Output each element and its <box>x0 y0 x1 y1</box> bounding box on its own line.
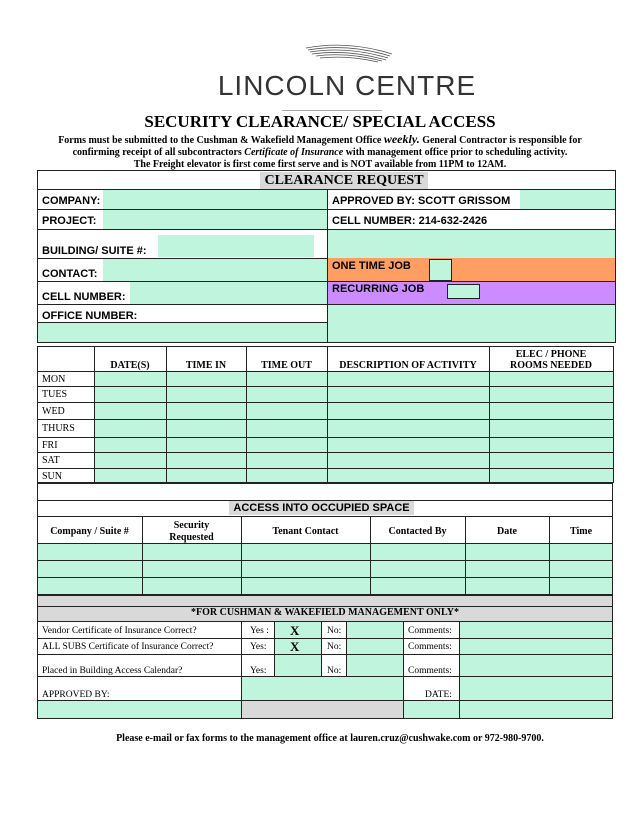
company-label: COMPANY: <box>42 195 101 207</box>
approved-by-field <box>520 190 615 209</box>
date-lower[interactable] <box>404 701 459 718</box>
col-time-in: TIME IN <box>185 360 227 371</box>
calendar-label: Placed in Building Access Calendar? <box>42 666 183 676</box>
recurring-job-label: RECURRING JOB <box>332 283 425 295</box>
office-number-right-field[interactable] <box>328 305 615 342</box>
comments-label-1: Comments: <box>408 626 452 636</box>
comments-boxes[interactable] <box>460 622 612 676</box>
occupied-rows[interactable] <box>38 544 612 594</box>
schedule-cells[interactable] <box>94 371 613 482</box>
calendar-yes-box[interactable] <box>275 654 321 676</box>
comments-label-2: Comments: <box>408 642 452 652</box>
no-label-1: No: <box>327 626 342 636</box>
one-time-job-label: ONE TIME JOB <box>332 260 411 272</box>
clearance-heading: CLEARANCE REQUEST <box>260 172 428 189</box>
col-time-out: TIME OUT <box>261 360 312 371</box>
swoosh-logo-icon <box>298 40 398 68</box>
day-sat: SAT <box>42 455 60 466</box>
contact-input[interactable] <box>103 259 327 281</box>
brand-name: LINCOLN CENTRE <box>217 70 477 101</box>
brand-divider <box>282 110 382 111</box>
intro-text <box>0 133 640 171</box>
date-input[interactable] <box>460 677 612 718</box>
col-dates: DATE(S) <box>110 360 150 371</box>
approved-by-label: APPROVED BY: SCOTT GRISSOM <box>332 195 511 207</box>
company-input[interactable] <box>103 190 327 209</box>
day-sun: SUN <box>42 471 63 482</box>
approver-notes-field[interactable] <box>328 230 615 258</box>
approved-by-lower[interactable] <box>38 701 241 718</box>
no-label-2: No: <box>327 642 342 652</box>
approver-cell-label: CELL NUMBER: 214-632-2426 <box>332 215 488 227</box>
cell-number-label: CELL NUMBER: <box>42 291 126 303</box>
day-wed: WED <box>42 406 65 417</box>
subs-yes-check: X <box>290 639 300 654</box>
col-description: DESCRIPTION OF ACTIVITY <box>339 360 477 371</box>
brand-logo <box>298 40 398 68</box>
building-suite-label: BUILDING/ SUITE #: <box>42 245 147 257</box>
approved-by-mgmt-label: APPROVED BY: <box>42 690 110 700</box>
occ-security-header-1: Security <box>173 520 210 531</box>
occ-date-header: Date <box>497 526 517 537</box>
occ-company-header: Company / Suite # <box>50 526 129 537</box>
date-label: DATE: <box>425 690 452 700</box>
vendor-yes-check: X <box>290 623 300 638</box>
occupied-heading: ACCESS INTO OCCUPIED SPACE <box>229 501 414 515</box>
approved-gray-cell <box>242 701 403 718</box>
col-elec-phone: ELEC / PHONE <box>515 349 587 360</box>
office-number-input[interactable] <box>38 323 327 342</box>
yes-label-3: Yes: <box>250 666 267 676</box>
intro-line-1: Forms must be submitted to the Cushman & Wakefield Management Office weekly. General Contractor is responsible for <box>58 132 582 146</box>
contact-label: CONTACT: <box>42 268 98 280</box>
cell-number-input[interactable] <box>130 282 327 304</box>
project-label: PROJECT: <box>42 215 97 227</box>
day-fri: FRI <box>42 440 58 451</box>
comments-label-3: Comments: <box>408 666 452 676</box>
recurring-job-checkbox[interactable] <box>447 284 480 299</box>
vendor-coi-label: Vendor Certificate of Insurance Correct? <box>42 626 197 636</box>
intro-line-3: The Freight elevator is first come first serve and is NOT available from 11PM to 12AM. <box>133 159 507 170</box>
day-thurs: THURS <box>42 423 75 434</box>
occ-security-header-2: Requested <box>169 532 214 543</box>
occ-contacted-header: Contacted By <box>388 526 447 537</box>
occ-time-header: Time <box>569 526 593 537</box>
management-heading: *FOR CUSHMAN & WAKEFIELD MANAGEMENT ONLY* <box>191 607 459 618</box>
day-tues: TUES <box>42 389 67 400</box>
intro-line-2: confirming receipt of all subcontractors Certificate of Insurance with management office prior to scheduling activity. <box>72 147 568 158</box>
vendor-no-box[interactable] <box>347 622 403 676</box>
yes-label-2: Yes: <box>250 642 267 652</box>
project-input[interactable] <box>103 210 327 229</box>
page-title: SECURITY CLEARANCE/ SPECIAL ACCESS <box>144 112 496 131</box>
one-time-job-checkbox[interactable] <box>429 259 452 281</box>
building-suite-input[interactable] <box>158 235 314 257</box>
day-mon: MON <box>42 374 66 385</box>
occ-tenant-header: Tenant Contact <box>272 526 339 537</box>
no-label-3: No: <box>327 666 342 676</box>
subs-coi-label: ALL SUBS Certificate of Insurance Correct? <box>42 642 214 652</box>
footer-note: Please e-mail or fax forms to the management office at lauren.cruz@cushwake.com or 972-980-9700. <box>116 733 544 744</box>
office-number-label: OFFICE NUMBER: <box>42 310 138 322</box>
yes-label-1: Yes : <box>250 626 269 636</box>
col-rooms-needed: ROOMS NEEDED <box>510 360 592 371</box>
